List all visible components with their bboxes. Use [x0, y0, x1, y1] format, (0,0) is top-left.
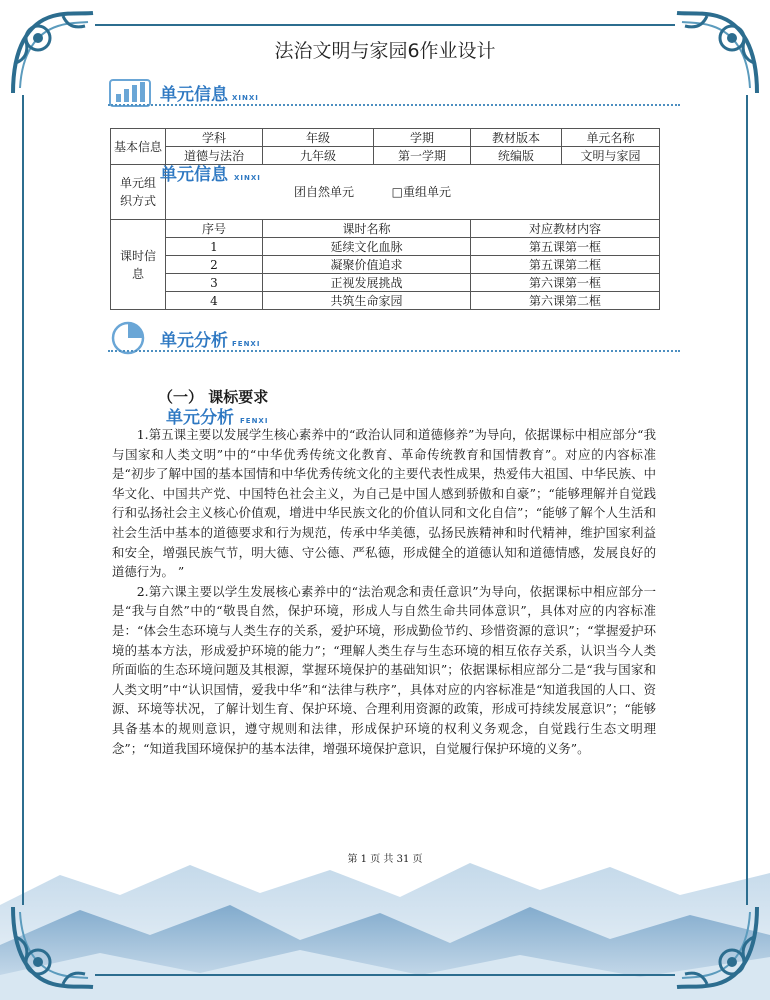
- ornament-corner-icon: [672, 902, 762, 992]
- paragraph: 2.第六课主要以学生发展核心素养中的“法治观念和责任意识”为导向，依据课标中相应部分一是“我与自然”中的“敬畏自然，保护环境，形成人与自然生命共同体意识”，具体对应的内容标准是：“体会生态环境与人类生存的关系，爱护环境，形成勤俭节约、珍惜资源的意识”；“掌握爱护环境的基本方法，形成爱护环境的能力”；“理解人类生存与生态环境的相互依存关系，认识当今人类所面临的生态环境问题及其根源，掌握环境保护的基础知识”；依据课标相应部分二是“我与国家和人类文明”中“认识国情，爱我中华”和“法律与秩序”，具体对应的内容标准是“知道我国的人口、资源、环境等状况，了解计划生育、保护环境、合理利用资源的政策，形成可持续发展意识”；“能够具备基本的规则意识，遵守规则和法律，形成保护环境的权利义务观念，自觉践行生态文明理念”；“知道我国环境保护的基本法律，增强环境保护意识，自觉履行保护环境的义务”。: [112, 583, 656, 756]
- table-header-cell: 教材版本: [471, 129, 562, 147]
- basic-info-label: 基本信息: [111, 129, 166, 165]
- overlay-section-label-unit-analysis: 单元分析 FENXI: [166, 408, 269, 428]
- lesson-content: 第五课第一框: [471, 238, 660, 256]
- lesson-number: 1: [166, 238, 263, 256]
- frame-bottom-line: [95, 974, 675, 976]
- table-header-cell: 年级: [263, 129, 374, 147]
- lesson-header-cell: 对应教材内容: [471, 220, 660, 238]
- table-value-cell: 统编版: [471, 147, 562, 165]
- paragraph: 1.第五课主要以发展学生核心素养中的“政治认同和道德修养”为导向，依据课标中相应部分“我与国家和人类文明”中的“中华优秀传统文化教育、革命传统教育和国情教育”。对应的内容标准是“初步了解中国的基本国情和中华优秀传统文化的主要代表性成果，热爱伟大祖国、中华民族、中华文化、中国共产党、中国特色社会主义，为自己是中国人感到骄傲和自豪”；“能够理解并自觉践行和弘扬社会主义核心价值观，增进中华民族文化的价值认同和文化自信”；“能够了解个人生活和社会生活中基本的道德要求和行为规范，传承中华美德，弘扬民族精神和时代精神，维护国家利益和安全，增强民族气节，明大德、守公德、严私德，形成健全的道德认知和道德情感，发展良好的道德行为。 ”: [112, 427, 656, 580]
- overlay-section-label-unit-info: 单元信息 XINXI: [160, 165, 261, 185]
- lesson-content: 第五课第二框: [471, 256, 660, 274]
- lesson-name: 延续文化血脉: [263, 238, 471, 256]
- lesson-name: 共筑生命家园: [263, 292, 471, 310]
- lesson-info-label: 课时信息: [111, 220, 166, 310]
- lesson-number: 2: [166, 256, 263, 274]
- regroup-unit-option: □重组单元: [391, 185, 452, 199]
- frame-top-line: [95, 24, 675, 26]
- lesson-header-cell: 序号: [166, 220, 263, 238]
- table-row: [111, 256, 660, 274]
- table-value-cell: 第一学期: [374, 147, 471, 165]
- document-title: 法治文明与家园6作业设计: [274, 40, 496, 62]
- org-method-label: 单元组织方式: [111, 165, 166, 220]
- table-row: [111, 292, 660, 310]
- ornament-corner-icon: [8, 902, 98, 992]
- section-header-unit-info: [108, 72, 680, 112]
- bar-chart-icon: [108, 72, 152, 112]
- table-row: [111, 238, 660, 256]
- lesson-name: 凝聚价值追求: [263, 256, 471, 274]
- table-row: [111, 274, 660, 292]
- lesson-number: 3: [166, 274, 263, 292]
- section-label: 单元信息 XINXI: [160, 85, 259, 105]
- table-value-cell: 九年级: [263, 147, 374, 165]
- section-label: 单元分析 FENXI: [160, 331, 261, 351]
- lesson-name: 正视发展挑战: [263, 274, 471, 292]
- natural-unit-option: 团自然单元: [294, 185, 355, 199]
- body-text: [112, 425, 656, 758]
- lesson-number: 4: [166, 292, 263, 310]
- heading-curriculum-standards: （一） 课标要求: [158, 388, 269, 406]
- lesson-content: 第六课第一框: [471, 274, 660, 292]
- table-header-cell: 学期: [374, 129, 471, 147]
- frame-left-line: [22, 95, 24, 905]
- table-header-cell: 单元名称: [562, 129, 660, 147]
- table-value-cell: 道德与法治: [166, 147, 263, 165]
- page-number: 第 1 页 共 31 页: [347, 854, 423, 865]
- table-header-cell: 学科: [166, 129, 263, 147]
- table-value-cell: 文明与家园: [562, 147, 660, 165]
- section-header-unit-analysis: [108, 318, 680, 358]
- lesson-content: 第六课第二框: [471, 292, 660, 310]
- pie-chart-icon: [108, 318, 152, 358]
- unit-info-table: [110, 128, 660, 310]
- lesson-header-cell: 课时名称: [263, 220, 471, 238]
- frame-right-line: [746, 95, 748, 905]
